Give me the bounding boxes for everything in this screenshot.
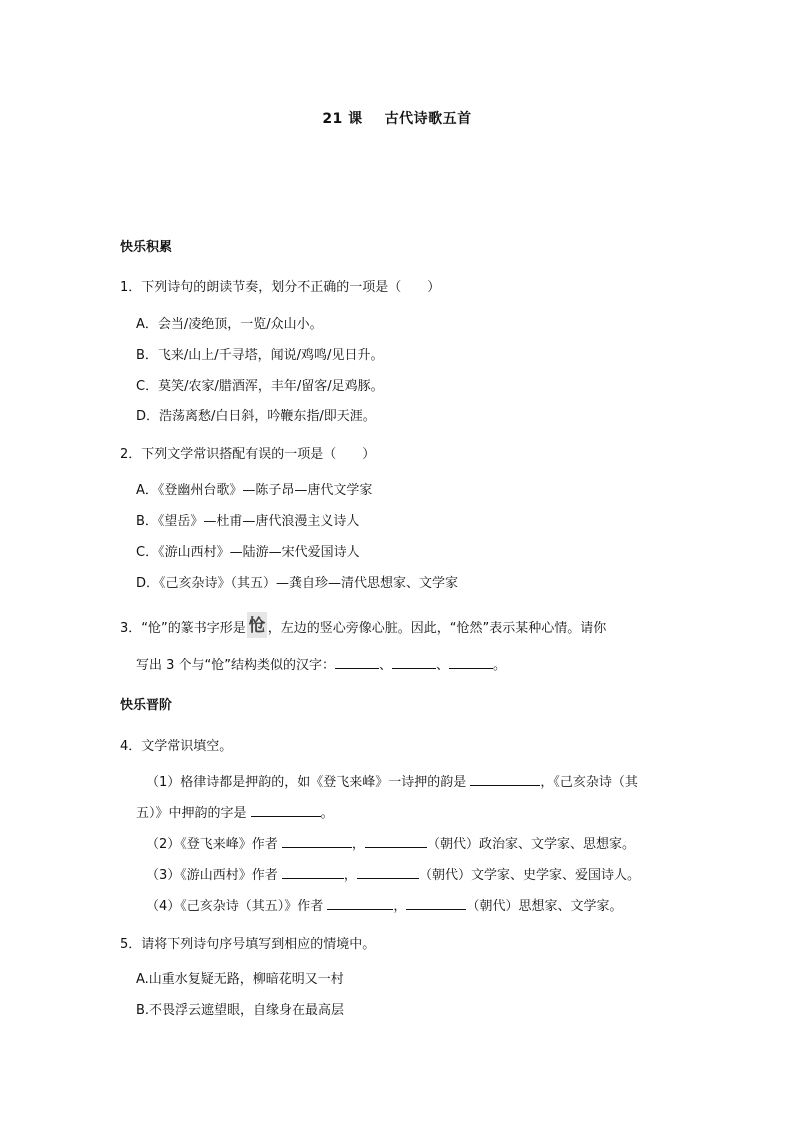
question-1-option-c: C．莫笑/农家/腊酒浑，丰年/留客/足鸡豚。 (136, 379, 384, 394)
section-heading-accumulation: 快乐积累 (120, 240, 173, 255)
item-2-text-a: （2）《登飞来峰》作者 (146, 837, 278, 852)
lesson-name: 古代诗歌五首 (384, 111, 472, 127)
question-1-stem: 1．下列诗句的朗读节奏，划分不正确的一项是（ ） (120, 280, 441, 295)
question-3-text-a: 3．“怆”的篆书字形是 (120, 621, 246, 636)
answer-blank[interactable] (251, 804, 321, 817)
question-4-item-2 (146, 833, 635, 852)
answer-blank[interactable] (327, 897, 393, 910)
question-4-item-3 (146, 864, 640, 883)
answer-blank[interactable] (282, 835, 352, 848)
answer-blank[interactable] (406, 897, 466, 910)
answer-blank[interactable] (365, 835, 427, 848)
seal-script-character-image (247, 612, 267, 638)
answer-blank[interactable] (357, 866, 419, 879)
question-2-option-c: C．《游山西村》—陆游—宋代爱国诗人 (136, 545, 360, 560)
question-4-stem: 4．文学常识填空。 (120, 739, 233, 754)
question-5-item-b: B.不畏浮云遮望眼，自缘身在最高层 (136, 1003, 345, 1018)
separator: 、 (436, 658, 450, 673)
question-5-item-a: A.山重水复疑无路，柳暗花明又一村 (136, 972, 344, 987)
item-1-text-c: 五）》中押韵的字是 (136, 806, 247, 821)
question-2-stem: 2．下列文学常识搭配有误的一项是（ ） (120, 447, 376, 462)
lesson-number: 21 课 (322, 111, 363, 127)
comma: ， (393, 899, 407, 914)
answer-blank[interactable] (392, 656, 436, 669)
svg-text:怆: 怆 (248, 616, 266, 636)
question-3-line-2 (136, 654, 506, 673)
item-1-end: 。 (320, 806, 334, 821)
question-4-item-1 (146, 771, 638, 790)
question-1-option-d: D．浩荡离愁/白日斜，吟鞭东指/即天涯。 (136, 409, 376, 424)
item-1-text-a: （1）格律诗都是押韵的，如《登飞来峰》一诗押的韵是 (146, 775, 467, 790)
item-3-text-a: （3）《游山西村》作者 (146, 868, 278, 883)
separator: 、 (379, 658, 393, 673)
question-2-option-d: D．《己亥杂诗》（其五）—龚自珍—清代思想家、文学家 (136, 576, 459, 591)
question-3-prompt: 写出 3 个与“怆”结构类似的汉字： (136, 658, 336, 673)
item-4-text-a: （4）《己亥杂诗（其五）》作者 (146, 899, 324, 914)
question-1-option-b: B．飞来/山上/千寻塔，闻说/鸡鸣/见日升。 (136, 348, 384, 363)
comma: ， (343, 868, 357, 883)
end-mark: 。 (493, 658, 507, 673)
answer-blank[interactable] (335, 656, 379, 669)
question-4-item-1-cont (136, 802, 334, 821)
comma: ， (351, 837, 365, 852)
item-4-text-b: （朝代）思想家、文学家。 (466, 899, 623, 914)
answer-blank[interactable] (282, 866, 344, 879)
answer-blank[interactable] (449, 656, 493, 669)
item-2-text-b: （朝代）政治家、文学家、思想家。 (426, 837, 635, 852)
question-3-line-1 (120, 612, 606, 638)
page-title (0, 108, 794, 128)
item-3-text-b: （朝代）文学家、史学家、爱国诗人。 (418, 868, 640, 883)
question-4-item-4 (146, 895, 622, 914)
item-1-text-b: ，《己亥杂诗（其 (540, 775, 638, 790)
question-5-stem: 5．请将下列诗句序号填写到相应的情境中。 (120, 937, 376, 952)
question-2-option-a: A．《登幽州台歌》—陈子昂—唐代文学家 (136, 483, 373, 498)
answer-blank[interactable] (470, 773, 540, 786)
question-2-option-b: B．《望岳》—杜甫—唐代浪漫主义诗人 (136, 514, 360, 529)
question-1-option-a: A．会当/凌绝顶，一览/众山小。 (136, 317, 323, 332)
question-3-text-b: ，左边的竖心旁像心脏。因此，“怆然”表示某种心情。请你 (267, 621, 607, 636)
section-heading-advance: 快乐晋阶 (120, 698, 173, 713)
